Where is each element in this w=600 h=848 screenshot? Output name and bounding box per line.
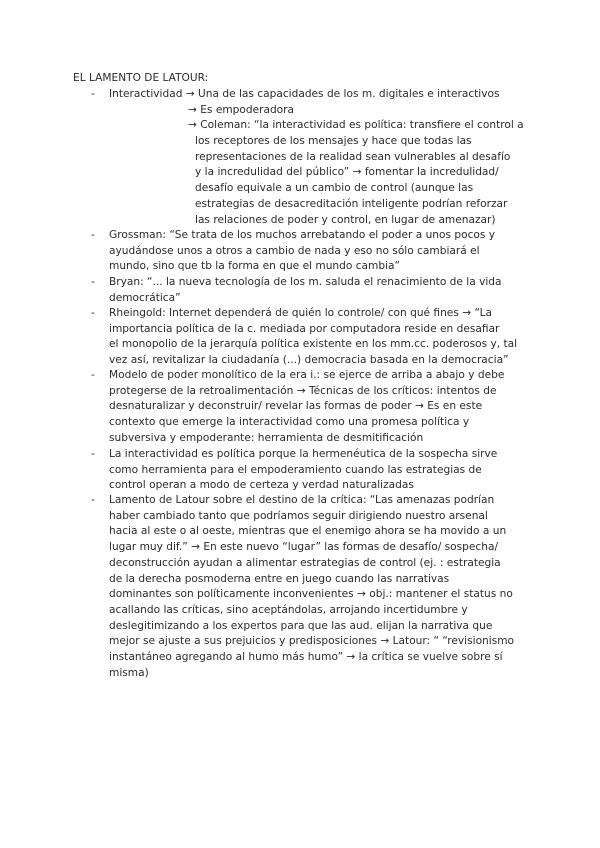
sub-item-line: y la incredulidad del público” → fomentar la incredulidad/ bbox=[195, 166, 499, 179]
bullet-marker: - bbox=[91, 307, 95, 319]
list-item-line: contexto que emerge la interactividad como una promesa política y bbox=[109, 416, 470, 429]
bullet-marker: - bbox=[91, 276, 95, 288]
bullet-marker: - bbox=[91, 229, 95, 241]
list-item-line: acallando las críticas, sino aceptándolas, arrojando incertidumbre y bbox=[109, 603, 468, 616]
list-item-modelo-poder bbox=[109, 368, 504, 447]
list-item-line: misma) bbox=[109, 666, 149, 679]
sub-item-line: representaciones de la realidad sean vulnerables al desafío bbox=[195, 150, 511, 163]
list-item-line: importancia política de la c. mediada por computadora reside en desafiar bbox=[109, 322, 500, 335]
bullet-marker: - bbox=[91, 88, 95, 100]
list-item-line: de la derecha posmoderna entre en juego cuando las narrativas bbox=[109, 572, 450, 585]
list-item-bryan bbox=[109, 275, 502, 306]
list-item-interactividad bbox=[109, 87, 500, 103]
list-item-line: como herramienta para el empoderamiento cuando las estrategias de bbox=[109, 463, 482, 476]
list-item-line: subversiva y empoderante: herramienta de desmitificación bbox=[109, 431, 424, 444]
list-item-line: Interactividad → Una de las capacidades de los m. digitales e interactivos bbox=[109, 88, 500, 100]
bullet-marker: - bbox=[91, 448, 95, 460]
list-item-line: el monopolio de la jerarquía política existente en los mm.cc. poderosos y, tal bbox=[109, 338, 518, 351]
document-title: EL LAMENTO DE LATOUR: bbox=[73, 72, 209, 84]
list-item-line: Modelo de poder monolítico de la era i.: se ejerce de arriba a abajo y debe bbox=[109, 369, 505, 381]
sub-item-line: las relaciones de poder y control, en lugar de amenazar) bbox=[195, 213, 496, 226]
list-item-rheingold bbox=[109, 306, 517, 369]
list-item-line: Bryan: “... la nueva tecnología de los m. saluda el renacimiento de la vida bbox=[109, 276, 502, 288]
list-item-hermeneutica bbox=[109, 447, 497, 494]
list-item-line: deslegitimizando a los expertos para que las aud. elijan la narrativa que bbox=[109, 619, 493, 632]
sub-item-coleman bbox=[188, 118, 524, 134]
list-item-line: dominantes son políticamente inconvenientes → obj.: mantener el status no bbox=[109, 588, 513, 601]
list-item-line: mundo, sino que tb la forma en que el mundo cambia” bbox=[109, 260, 401, 273]
list-item-line: Rheingold: Internet dependerá de quién lo controle/ con qué fines → “La bbox=[109, 307, 493, 319]
list-item-grossman bbox=[109, 228, 495, 275]
list-item-line: desnaturalizar y deconstruir/ revelar las formas de poder → Es en este bbox=[109, 400, 483, 413]
list-item-line: hacia al este o al oeste, mientras que el enemigo ahora se ha movido a un bbox=[109, 525, 507, 538]
list-item-line: democrática” bbox=[109, 291, 181, 304]
list-item-line: haber cambiado tanto que podríamos seguir dirigiendo nuestro arsenal bbox=[109, 509, 488, 522]
list-item-line: lugar muy dif.” → En este nuevo “lugar” las formas de desafío/ sospecha/ bbox=[109, 541, 499, 554]
sub-item-line: desafío equivale a un cambio de control (aunque las bbox=[195, 182, 474, 195]
sub-item-line: → Coleman: “la interactividad es política: transfiere el control a bbox=[188, 119, 524, 131]
bullet-marker: - bbox=[91, 369, 95, 381]
bullet-marker: - bbox=[91, 494, 95, 506]
list-item-line: ayudándose unos a otros a cambio de nada y eso no sólo cambiará el bbox=[109, 244, 480, 257]
list-item-line: protegerse de la retroalimentación → Técnicas de los críticos: intentos de bbox=[109, 384, 497, 397]
list-item-line: deconstrucción ayudan a alimentar estrategias de control (ej. : estrategia bbox=[109, 556, 501, 569]
sub-item-empoderadora bbox=[188, 103, 294, 119]
list-item-line: La interactividad es política porque la hermenéutica de la sospecha sirve bbox=[109, 448, 498, 460]
list-item-lamento-latour bbox=[109, 493, 514, 681]
list-item-line: instantáneo agregando al humo más humo” → la crítica se vuelve sobre sí bbox=[109, 651, 503, 664]
sub-item-coleman-cont bbox=[195, 134, 510, 228]
list-item-line: mejor se ajuste a sus prejuicios y predisposiciones → Latour: “ “revisionismo bbox=[109, 635, 515, 648]
list-item-line: Lamento de Latour sobre el destino de la crítica: “Las amenazas podrían bbox=[109, 494, 495, 506]
list-item-line: control operan a modo de certeza y verdad naturalizadas bbox=[109, 479, 414, 492]
sub-item-line: → Es empoderadora bbox=[188, 104, 295, 116]
list-item-line: Grossman: “Se trata de los muchos arrebatando el poder a unos pocos y bbox=[109, 229, 496, 241]
sub-item-line: los receptores de los mensajes y hace que todas las bbox=[195, 135, 472, 147]
list-item-line: vez así, revitalizar la ciudadanía (...) democracia basada en la democracia” bbox=[109, 354, 509, 367]
sub-item-line: estrategias de desacreditación inteligente podrían reforzar bbox=[195, 197, 508, 210]
